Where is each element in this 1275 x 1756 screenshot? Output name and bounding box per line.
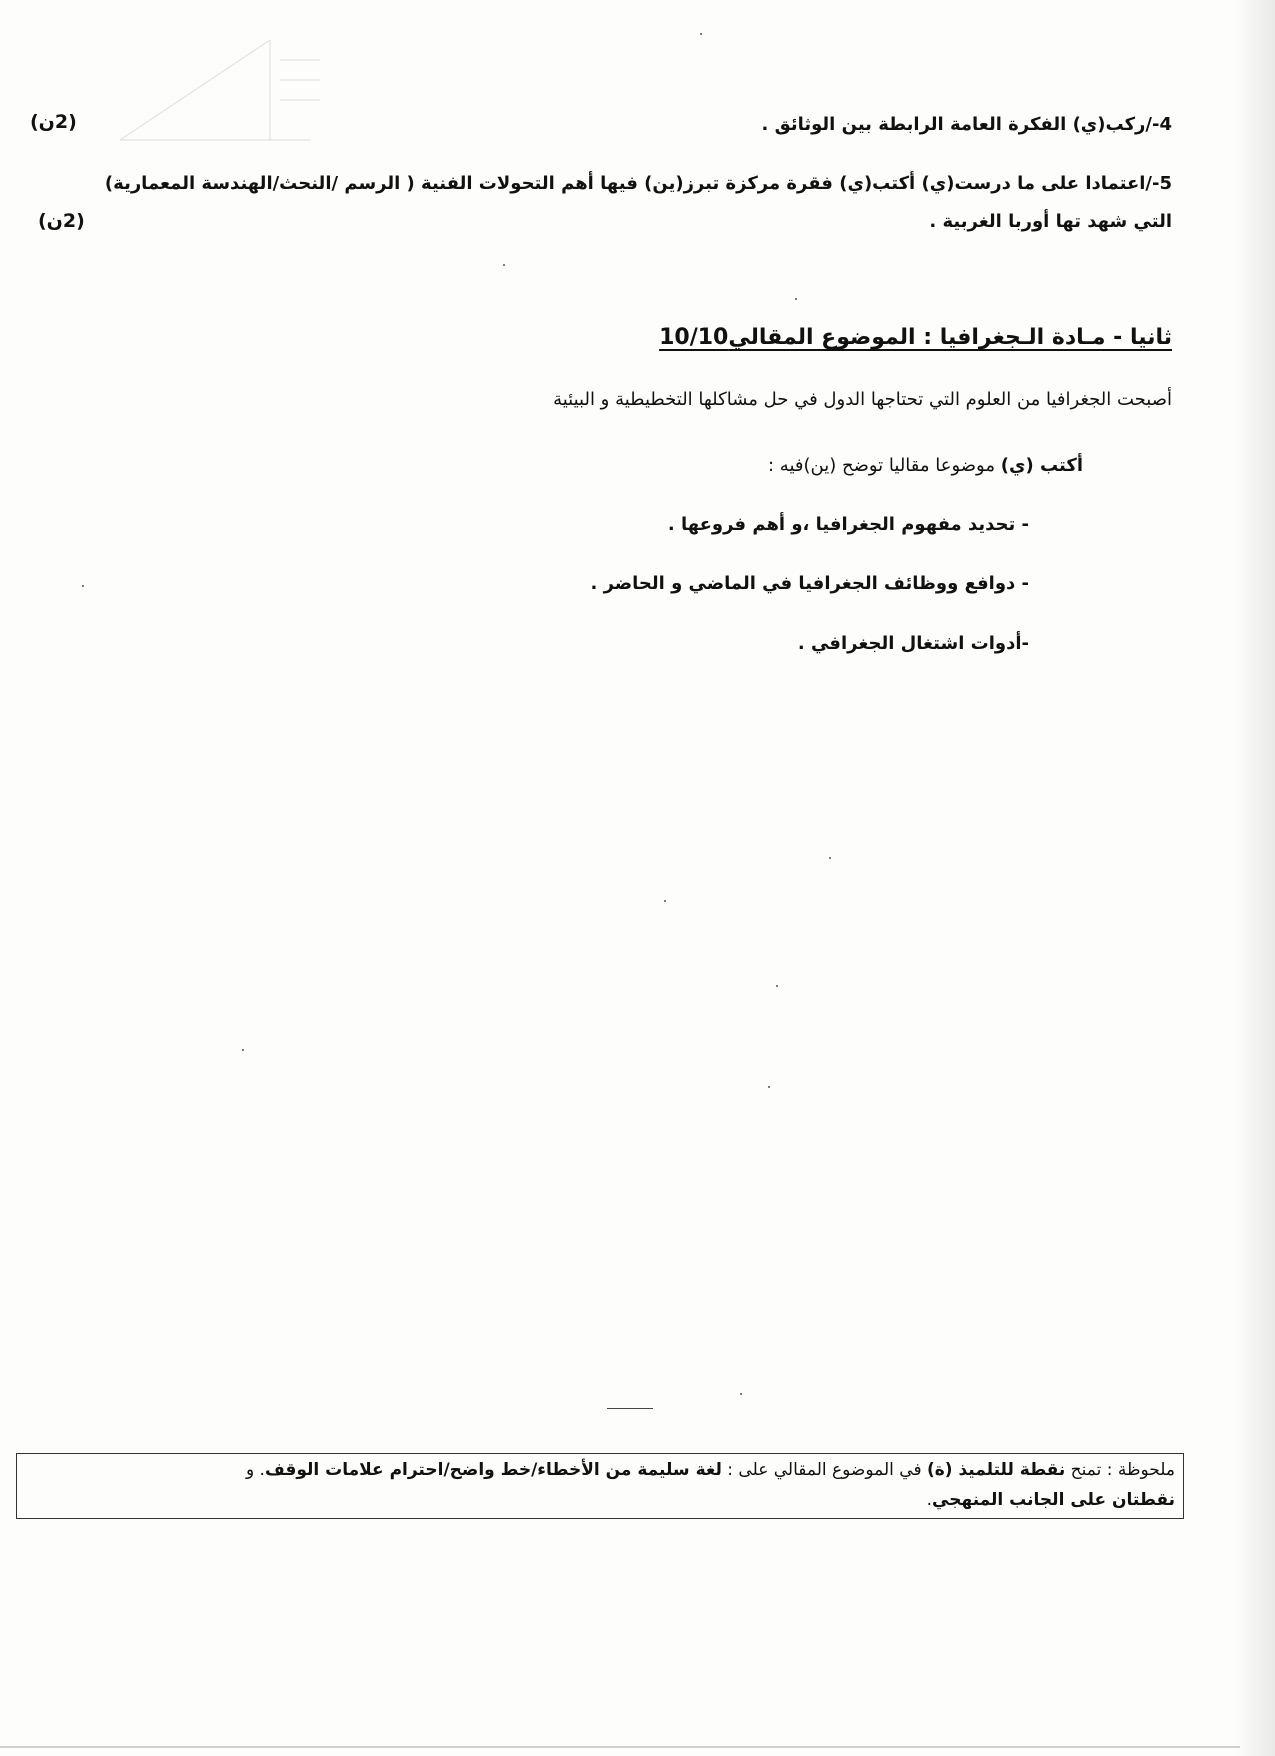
scan-speck	[795, 298, 797, 300]
question-5-line-1	[105, 170, 1172, 198]
note-label: ملحوظة : تمنح	[1065, 1460, 1175, 1480]
scan-bottom-edge	[0, 1746, 1240, 1748]
note-box	[16, 1453, 1184, 1519]
scan-speck	[776, 985, 778, 987]
scan-speck	[242, 1049, 244, 1051]
note-line-1	[246, 1456, 1175, 1484]
essay-point-2: - دوافع ووظائف الجغرافيا في الماضي و الحاضر .	[590, 573, 1029, 594]
scan-speck	[829, 857, 831, 859]
scan-speck	[700, 33, 702, 35]
scan-speck	[664, 900, 666, 902]
note-mid: في الموضوع المقالي على :	[721, 1460, 927, 1480]
note-end: . و	[245, 1460, 265, 1480]
note-bold-2: لغة سليمة من الأخطاء/خط واضح/احترام علامات الوقف	[264, 1460, 722, 1480]
question-5-bold: أكتب(ي) فقرة مركزة تبرز(ين) فيها أهم التحولات الفنية ( الرسم /النحث/الهندسة المعمارية)	[104, 173, 916, 194]
note-line-2-end: .	[926, 1490, 933, 1510]
essay-point-3: -أدوات اشتغال الجغرافي .	[797, 633, 1029, 654]
scan-speck	[740, 1393, 742, 1395]
scan-speck	[768, 1086, 770, 1088]
scan-speck	[503, 264, 505, 266]
instruction-bold: أكتب (ي)	[1000, 455, 1083, 476]
question-5-points: (2ن)	[38, 210, 85, 232]
scan-speck	[82, 585, 84, 587]
separator-dash	[607, 1408, 653, 1409]
essay-point-1: - تحديد مفهوم الجغرافيا ،و أهم فروعها .	[667, 514, 1029, 535]
note-bold-1: نقطة للتلميذ (ة)	[926, 1460, 1066, 1480]
question-4-text	[762, 111, 1172, 139]
instruction-rest: موضوعا مقاليا توضح (ين)فيه :	[768, 455, 1001, 476]
question-4: 4-/ركب(ي) الفكرة العامة الرابطة بين الوثائق .	[761, 114, 1172, 135]
section-intro: أصبحت الجغرافيا من العلوم التي تحتاجها الدول في حل مشاكلها التخطيطية و البيئية	[553, 389, 1172, 410]
section-instruction	[768, 452, 1083, 480]
question-5-prefix: 5-/اعتمادا على ما درست(ي)	[915, 173, 1172, 194]
section-heading: ثانيا - مـادة الـجغرافيا : الموضوع المقالي10/10	[659, 325, 1172, 350]
question-5-line-2: التي شهد تها أوربا الغربية .	[929, 211, 1172, 232]
scan-edge-shadow	[1235, 0, 1275, 1756]
note-line-2	[927, 1486, 1175, 1514]
bleed-through-diagram	[110, 20, 330, 160]
note-line-2-bold: نقطتان على الجانب المنهجي	[932, 1490, 1175, 1510]
question-4-points: (2ن)	[30, 111, 77, 133]
